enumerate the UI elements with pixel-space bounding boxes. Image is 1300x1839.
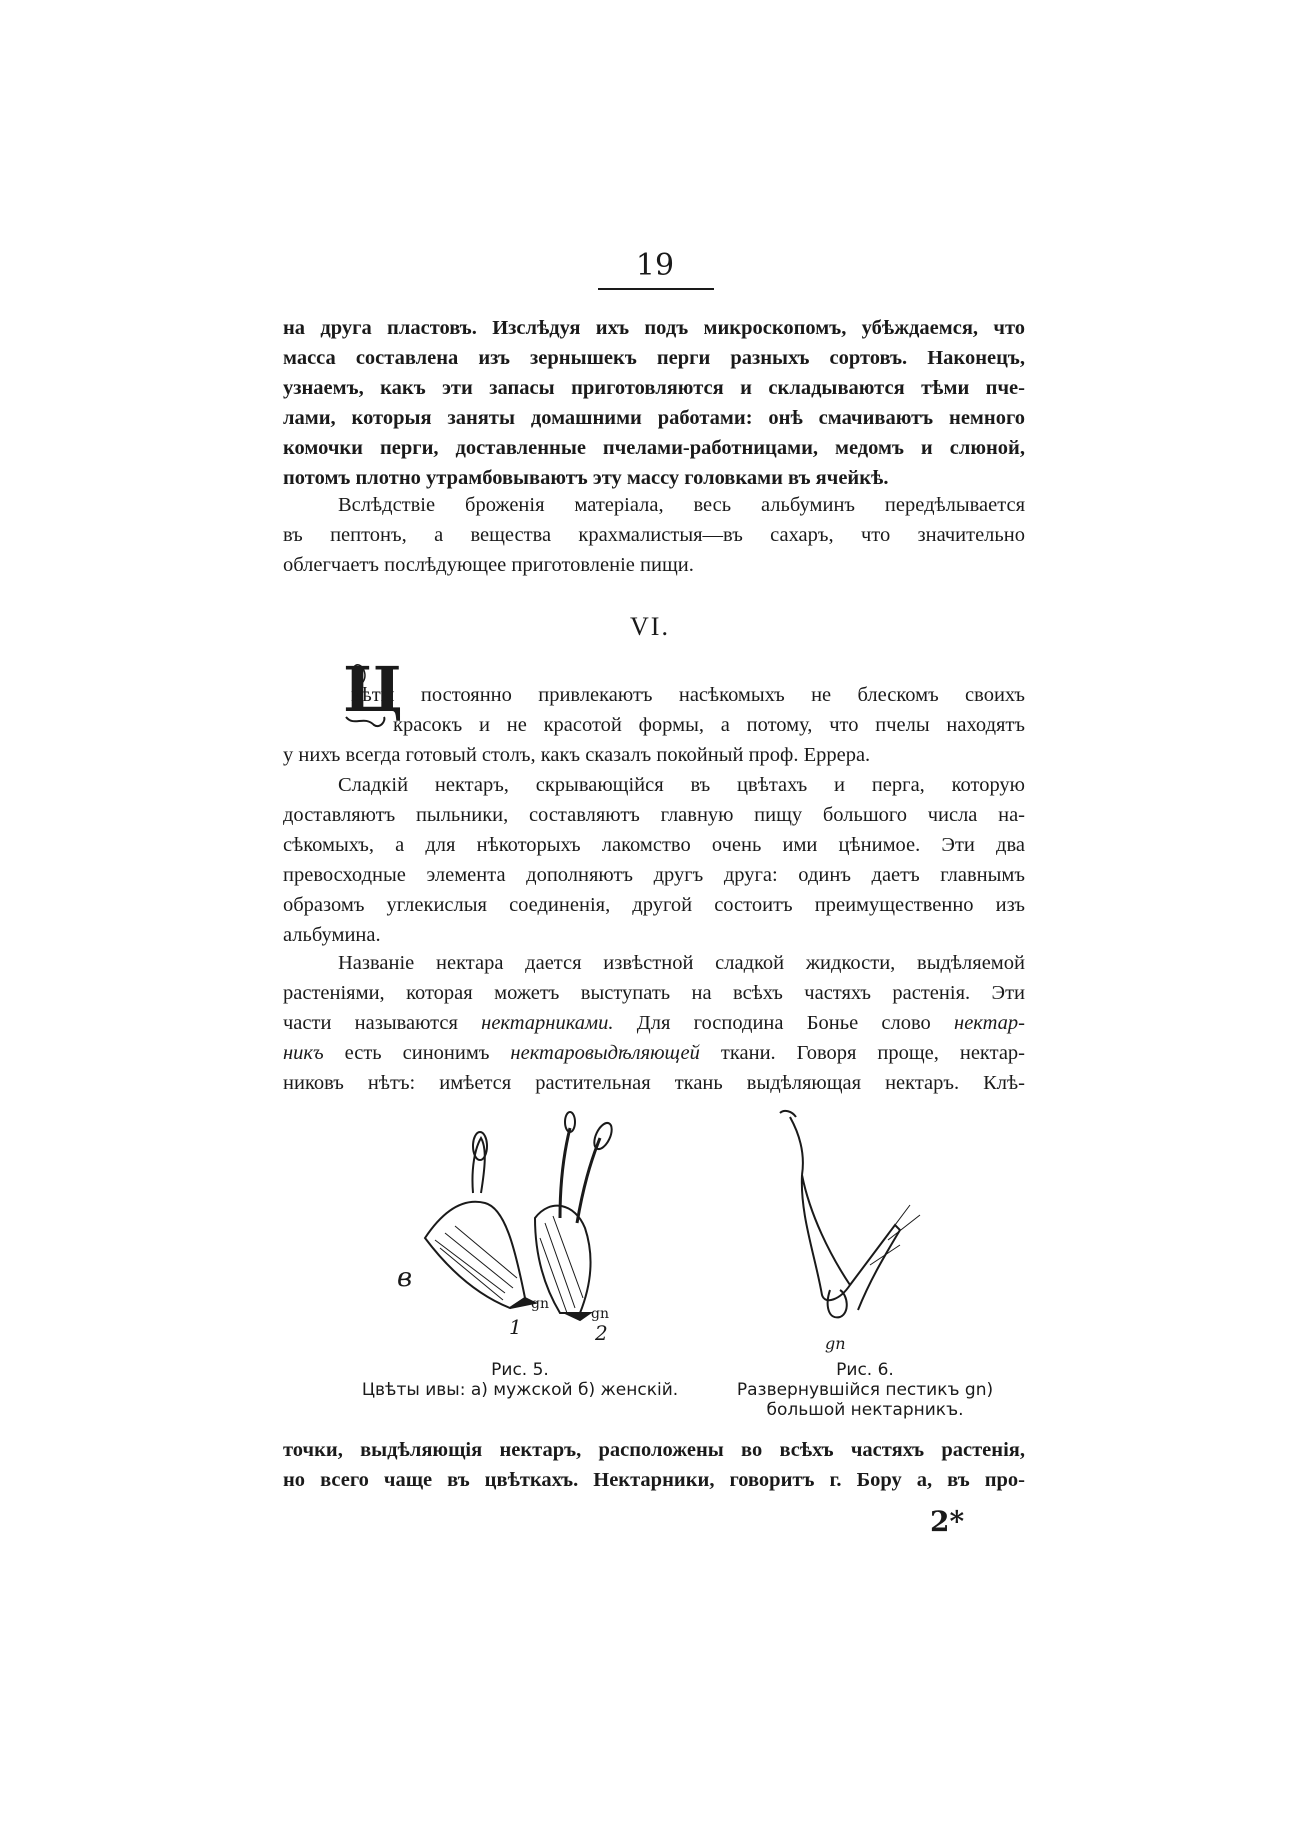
paragraph-fermentation	[283, 490, 1025, 580]
text-line: потомъ плотно утрамбовываютъ эту массу головками въ ячейкѣ.	[283, 467, 889, 489]
figure-label-b: в	[397, 1263, 413, 1293]
text-line-mixed	[283, 1008, 1025, 1038]
paragraph-nectar	[283, 770, 1025, 950]
figure-label-2: 2	[595, 1321, 608, 1345]
text-line: доставляютъ пыльники, составляютъ главную пищу большого числа на-	[283, 804, 1025, 826]
section-heading: VI.	[630, 612, 670, 641]
text-line: въ пептонъ, а вещества крахмалистыя—въ сахаръ, что значительно	[283, 524, 1025, 546]
italic-term: нектарниками.	[481, 1012, 614, 1034]
text-line: узнаемъ, какъ эти запасы приготовляются и складываются тѣми пче-	[283, 377, 1025, 399]
text-line: растеніями, которая можетъ выступать на всѣхъ частяхъ растенія. Эти	[283, 982, 1025, 1004]
text-line: на друга пластовъ. Изслѣдуя ихъ подъ микроскопомъ, убѣждаемся, что	[283, 317, 1025, 339]
text-line: альбумина.	[283, 924, 381, 946]
figure-label-gn: gn	[531, 1296, 549, 1312]
text-line: сѣкомыхъ, а для нѣкоторыхъ лакомство очень ими цѣнимое. Эти два	[283, 834, 1025, 856]
printer-signature: 2*	[930, 1505, 965, 1538]
text-line: превосходные элемента дополняютъ другъ друга: одинъ даетъ главнымъ	[283, 864, 1025, 886]
text-run: ткани. Говоря проще, нектар-	[699, 1042, 1025, 1064]
caption-line: большой нектарникъ.	[766, 1400, 964, 1420]
figure-5-caption	[345, 1360, 695, 1400]
figure-label-gn: gn	[591, 1306, 609, 1322]
italic-term: никъ	[283, 1042, 324, 1064]
text-run: части называются	[283, 1012, 482, 1034]
text-line: лами, которыя заняты домашними работами: онѣ смачиваютъ немного	[283, 407, 1025, 429]
text-line: Вслѣдствіе броженія матеріала, весь альбуминъ передѣлывается	[338, 494, 1025, 516]
text-line: Сладкій нектаръ, скрывающійся въ цвѣтахъ и перга, которую	[338, 774, 1025, 796]
text-line: точки, выдѣляющія нектаръ, расположены во всѣхъ частяхъ растенія,	[283, 1439, 1025, 1461]
italic-term: нектаровыдѣляющей	[510, 1042, 700, 1064]
text-line: облегчаетъ послѣдующее приготовленіе пищи.	[283, 554, 694, 576]
page-number: 19	[635, 248, 675, 283]
text-line: но всего чаще въ цвѣткахъ. Нектарники, говоритъ г. Бору а, въ про-	[283, 1469, 1025, 1491]
figure-6-caption	[720, 1360, 1010, 1420]
caption-text: Цвѣты ивы: а) мужской б) женскій.	[361, 1380, 679, 1400]
text-line: красокъ и не красотой формы, а потому, что пчелы находятъ	[393, 714, 1025, 736]
caption-line: Развернувшійся пестикъ gn)	[736, 1380, 994, 1400]
paragraph-flowers	[283, 680, 1025, 770]
caption-title: Рис. 5.	[491, 1360, 549, 1380]
paragraph-nectaries	[283, 948, 1025, 1098]
text-run: есть синонимъ	[323, 1042, 511, 1064]
dropcap-letter: Ц	[343, 653, 403, 726]
text-line: Названіе нектара дается извѣстной сладкой жидкости, выдѣляемой	[338, 952, 1025, 974]
page-number-rule	[598, 288, 714, 290]
paragraph-bottom	[283, 1435, 1025, 1495]
text-line: комочки перги, доставленные пчелами-работницами, медомъ и слюной,	[283, 437, 1025, 459]
text-line: образомъ углекислыя соединенія, другой состоитъ преимущественно изъ	[283, 894, 1025, 916]
figure-label-gn: gn	[825, 1334, 846, 1353]
text-line: масса составлена изъ зернышекъ перги разныхъ сортовъ. Наконецъ,	[283, 347, 1025, 369]
italic-term: нектар-	[954, 1012, 1026, 1034]
text-line: никовъ нѣтъ: имѣется растительная ткань выдѣляющая нектаръ. Клѣ-	[283, 1072, 1025, 1094]
figure-label-1: 1	[509, 1315, 522, 1339]
text-line: вѣты постоянно привлекаютъ насѣкомыхъ не блескомъ своихъ	[351, 684, 1025, 706]
text-run: Для господина Боньe слово	[613, 1012, 955, 1034]
text-line: у нихъ всегда готовый столъ, какъ сказалъ покойный проф. Еррера.	[283, 744, 871, 766]
paragraph-top	[283, 313, 1025, 493]
text-line-mixed	[283, 1038, 1025, 1068]
figure-5-willow-flowers	[385, 1108, 675, 1348]
caption-title: Рис. 6.	[836, 1360, 894, 1380]
figure-6-pistil	[770, 1105, 940, 1355]
